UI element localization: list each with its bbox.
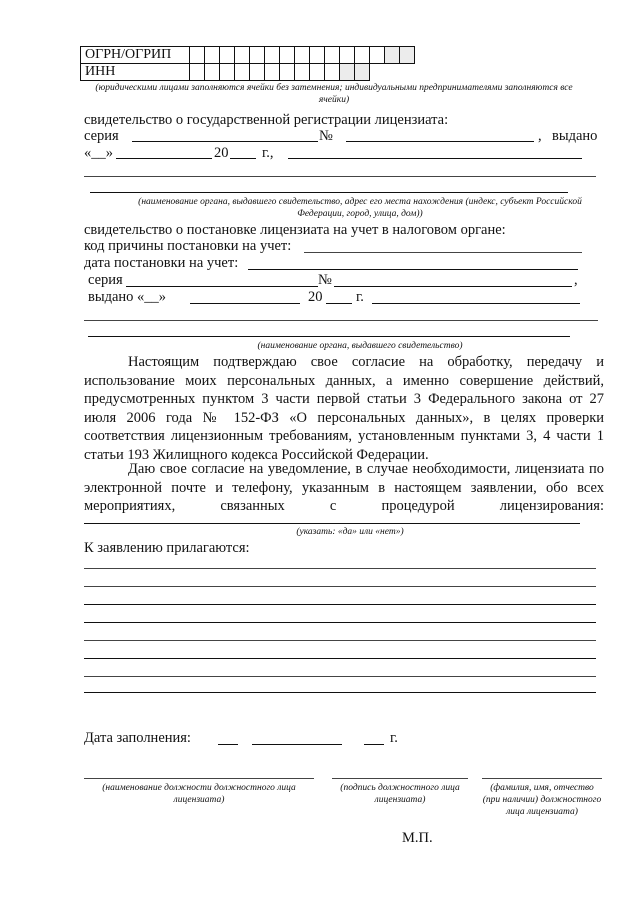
cert-tax-num-field[interactable] — [334, 286, 572, 287]
cert-reg-num-field[interactable] — [346, 141, 534, 142]
cert-tax-seria-label: серия — [88, 272, 123, 288]
ogrn-inn-grid — [80, 46, 535, 81]
cert-tax-year-prefix: 20 — [308, 289, 323, 305]
stamp-mark: М.П. — [402, 830, 433, 846]
fill-date-label: Дата заполнения: — [84, 730, 191, 746]
cert-reg-year-prefix: 20 — [214, 145, 229, 161]
cert-reg-year-field[interactable] — [230, 158, 256, 159]
cert-reg-seria-label: серия — [84, 128, 119, 144]
signature-sign-field[interactable] — [332, 778, 468, 779]
cert-tax-extra-field[interactable] — [372, 303, 580, 304]
ogrn-cell-shaded[interactable] — [400, 47, 415, 64]
inn-cell[interactable] — [280, 64, 295, 81]
inn-cell[interactable] — [190, 64, 205, 81]
ogrn-cell-shaded[interactable] — [385, 47, 400, 64]
inn-cell[interactable] — [295, 64, 310, 81]
org-reg-note: (наименование органа, выдавшего свидетельство, адрес его места нахождения (индекс, субъект Российской Федерации, город, улица, дом)) — [138, 197, 582, 219]
attachment-line[interactable] — [84, 604, 596, 605]
yes-no-field[interactable] — [84, 523, 580, 524]
cert-reg-issued-label: выдано — [552, 128, 598, 144]
cert-reg-month-field[interactable] — [116, 158, 212, 159]
cert-reg-org-line[interactable] — [90, 192, 568, 193]
attachments-heading: К заявлению прилагаются: — [84, 540, 250, 556]
ogrn-cell[interactable] — [205, 47, 220, 64]
inn-cell[interactable] — [310, 64, 325, 81]
cert-tax-heading: свидетельство о постановке лицензиата на учет в налоговом органе: — [84, 222, 506, 238]
cert-reg-day: «__» — [84, 145, 113, 161]
cert-reg-heading: свидетельство о государственной регистрации лицензиата: — [84, 112, 449, 128]
cert-tax-kpp-label: код причины постановки на учет: — [84, 238, 292, 254]
signature-fio-field[interactable] — [482, 778, 602, 779]
signature-position-field[interactable] — [84, 778, 314, 779]
attachment-line[interactable] — [84, 622, 596, 623]
inn-label: ИНН — [81, 64, 190, 81]
cert-reg-org-field[interactable] — [288, 158, 582, 159]
ogrn-cell[interactable] — [250, 47, 265, 64]
attachment-line[interactable] — [84, 658, 596, 659]
yes-no-note: (указать: «да» или «нет») — [296, 527, 404, 537]
cert-reg-org-line[interactable] — [84, 176, 596, 177]
inn-cell[interactable] — [250, 64, 265, 81]
inn-cell[interactable] — [205, 64, 220, 81]
fill-date-month-field[interactable] — [252, 744, 342, 745]
fill-date-year-field[interactable] — [364, 744, 384, 745]
cert-reg-num-label: № — [319, 128, 333, 144]
inn-cell[interactable] — [220, 64, 235, 81]
cert-tax-kpp-field[interactable] — [304, 252, 582, 253]
inn-cell-shaded[interactable] — [355, 64, 370, 81]
cert-tax-seria-field[interactable] — [126, 286, 318, 287]
cert-tax-year-suffix: г. — [356, 289, 364, 305]
ogrn-cell[interactable] — [190, 47, 205, 64]
inn-row — [81, 64, 536, 81]
cert-reg-comma: , — [538, 128, 542, 144]
fill-date-day-field[interactable] — [218, 744, 238, 745]
attachment-line[interactable] — [84, 692, 596, 693]
attachment-line[interactable] — [84, 676, 596, 677]
ogrn-cell[interactable] — [325, 47, 340, 64]
signature-position-note: (наименование должности должностного лица лицензиата) — [102, 783, 296, 805]
attachment-line[interactable] — [84, 640, 596, 641]
cert-tax-comma: , — [574, 272, 578, 288]
cert-tax-date-field[interactable] — [248, 269, 578, 270]
cert-tax-num-label: № — [318, 272, 332, 288]
signature-sign-note: (подпись должностного лица лицензиата) — [340, 783, 460, 805]
org-tax-note: (наименование органа, выдавшего свидетельство) — [257, 341, 463, 351]
ogrn-row — [81, 47, 536, 64]
cert-tax-org-line[interactable] — [84, 320, 598, 321]
ogrn-cell[interactable] — [235, 47, 250, 64]
cert-reg-seria-field[interactable] — [132, 141, 318, 142]
ogrn-cell[interactable] — [310, 47, 325, 64]
cert-tax-month-field[interactable] — [190, 303, 300, 304]
attachment-line[interactable] — [84, 586, 596, 587]
ogrn-cell[interactable] — [220, 47, 235, 64]
signature-fio-note: (фамилия, имя, отчество (при наличии) должностного лица лицензиата) — [482, 783, 602, 817]
fill-date-suffix: г. — [390, 730, 398, 746]
ogrn-cell[interactable] — [295, 47, 310, 64]
ogrn-label: ОГРН/ОГРИП — [81, 47, 190, 64]
attachment-line[interactable] — [84, 568, 596, 569]
cert-tax-year-field[interactable] — [326, 303, 352, 304]
ogrn-cell[interactable] — [280, 47, 295, 64]
ogrn-cell[interactable] — [340, 47, 355, 64]
cert-tax-issued-label: выдано «__» — [88, 289, 167, 305]
cert-reg-year-suffix: г., — [262, 145, 274, 161]
consent-personal-data: Настоящим подтверждаю свое согласие на обработку, передачу и использование моих персональных данных, а именно совершение действий, предусмотренных пунктом 3 части первой статьи 3 Федерального закона от 27 июля 2006 года № 152-ФЗ «О персональных данных», в целях проверки соответствия лицензионным требованиям, установленным пунктами 3, 4 части 1 статьи 193 Жилищного кодекса Российской Федерации. — [84, 354, 604, 463]
inn-cell-shaded[interactable] — [340, 64, 355, 81]
cells-note: (юридическими лицами заполняются ячейки без затемнения; индивидуальными предпринимателями заполняются все ячейки) — [95, 83, 573, 105]
ogrn-cell[interactable] — [370, 47, 385, 64]
inn-cell[interactable] — [325, 64, 340, 81]
inn-cell[interactable] — [265, 64, 280, 81]
ogrn-cell[interactable] — [265, 47, 280, 64]
ogrn-cell[interactable] — [355, 47, 370, 64]
cert-tax-date-label: дата постановки на учет: — [84, 255, 239, 271]
consent-notification: Даю свое согласие на уведомление, в случае необходимости, лицензиата по электронной почте и телефону, указанным в настоящем заявлении, обо всех мероприятиях, связанных с процедурой лицензирования: — [84, 461, 604, 514]
cert-tax-org-line[interactable] — [88, 336, 570, 337]
inn-cell[interactable] — [235, 64, 250, 81]
